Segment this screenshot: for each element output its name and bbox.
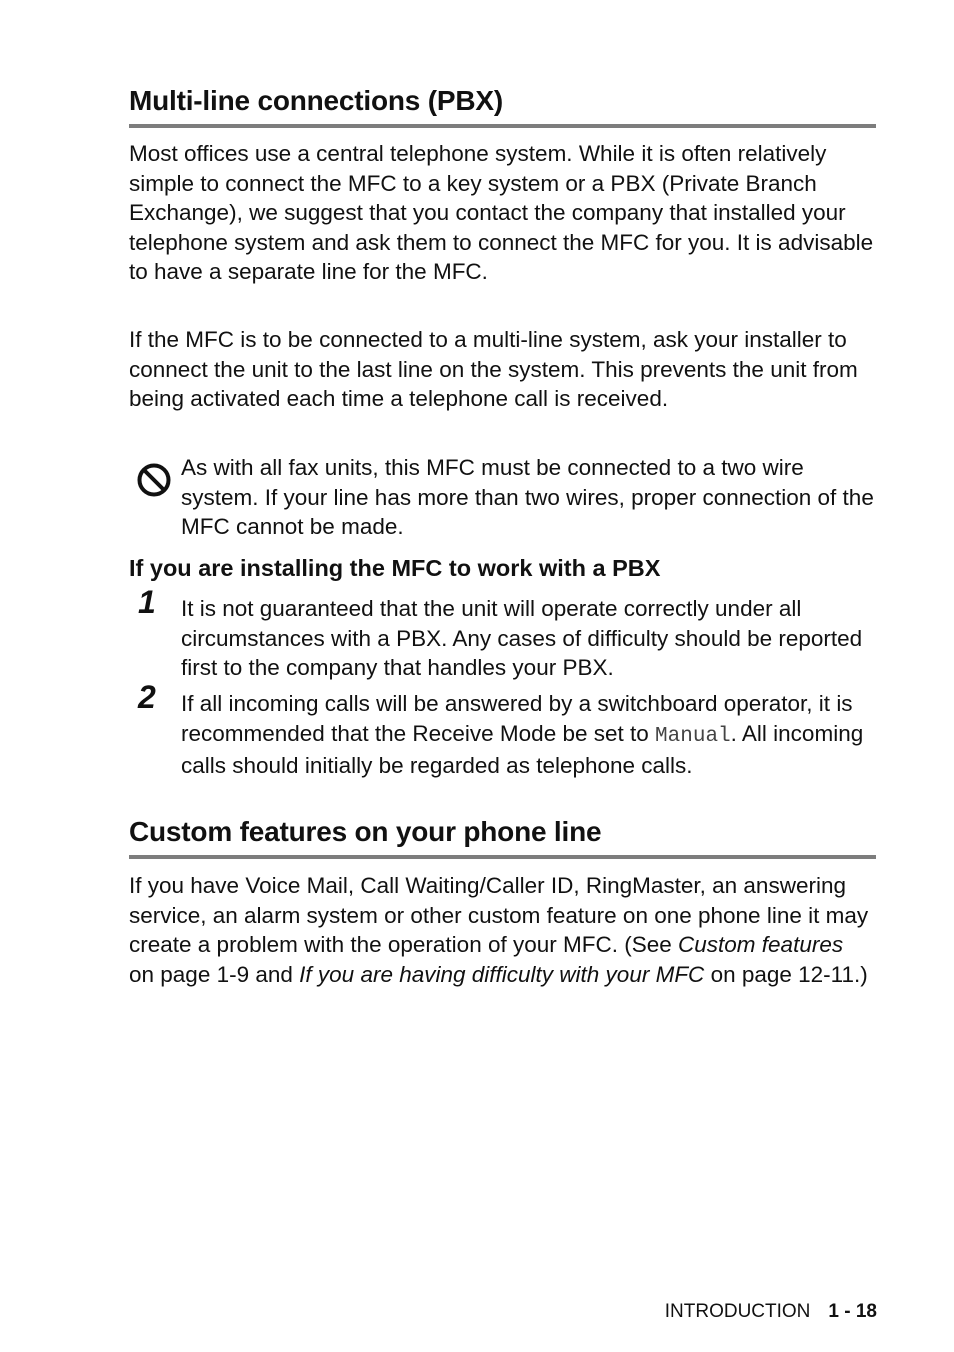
page-footer xyxy=(665,1300,877,1324)
step-item xyxy=(129,584,879,683)
step-item xyxy=(129,679,879,781)
section-divider xyxy=(129,124,876,128)
paragraph-custom-features xyxy=(129,871,874,989)
step-number: 2 xyxy=(138,679,156,715)
prohibited-icon xyxy=(137,463,171,497)
page-number: 1 - 18 xyxy=(828,1301,877,1322)
warning-note xyxy=(129,453,879,542)
cross-reference-custom-features[interactable]: Custom features xyxy=(678,932,844,957)
paragraph-pbx-intro: Most offices use a central telephone system. While it is often relatively simple to connect the MFC to a key system or a PBX (Private Branch Exchange), we suggest that you contact the company that installed your telephone system and ask them to connect the MFC for you. It is advisable to have a separate line for the MFC. xyxy=(129,141,874,284)
footer-section-label: INTRODUCTION xyxy=(664,1301,811,1322)
step-text-part: If all incoming calls will be answered by a switchboard operator, it is recommended that the Receive Mode be set to xyxy=(181,691,853,746)
paragraph-text-part: If you have Voice Mail, Call Waiting/Caller ID, RingMaster, an answering service, an alarm system or other custom feature on one phone line it may create a problem with the operation of your MFC. (See xyxy=(129,873,869,957)
paragraph-text-part: on page 12-11.) xyxy=(704,961,868,987)
cross-reference-troubleshooting[interactable]: If you are having difficulty with your MFC xyxy=(299,961,705,987)
subheading-pbx-install: If you are installing the MFC to work with a PBX xyxy=(129,555,661,581)
section-divider xyxy=(129,855,876,859)
warning-note-text: As with all fax units, this MFC must be connected to a two wire system. If your line has more than two wires, proper connection of the MFC cannot be made. xyxy=(181,455,874,539)
step-number: 1 xyxy=(138,584,156,620)
section-title-pbx: Multi-line connections (PBX) xyxy=(129,85,503,116)
step-text-part: . All incoming calls should initially be regarded as telephone calls. xyxy=(181,720,864,778)
paragraph-text-part: on page 1-9 and xyxy=(129,961,300,987)
section-title-custom-features: Custom features on your phone line xyxy=(129,816,602,847)
receive-mode-code: Manual xyxy=(655,724,731,748)
step-text: It is not guaranteed that the unit will operate correctly under all circumstances with a PBX. Any cases of difficulty should be reported first to the company that handles your PBX. xyxy=(181,596,863,680)
paragraph-multiline: If the MFC is to be connected to a multi-line system, ask your installer to connect the unit to the last line on the system. This prevents the unit from being activated each time a telephone call is received. xyxy=(129,327,858,411)
step-text xyxy=(181,689,879,781)
